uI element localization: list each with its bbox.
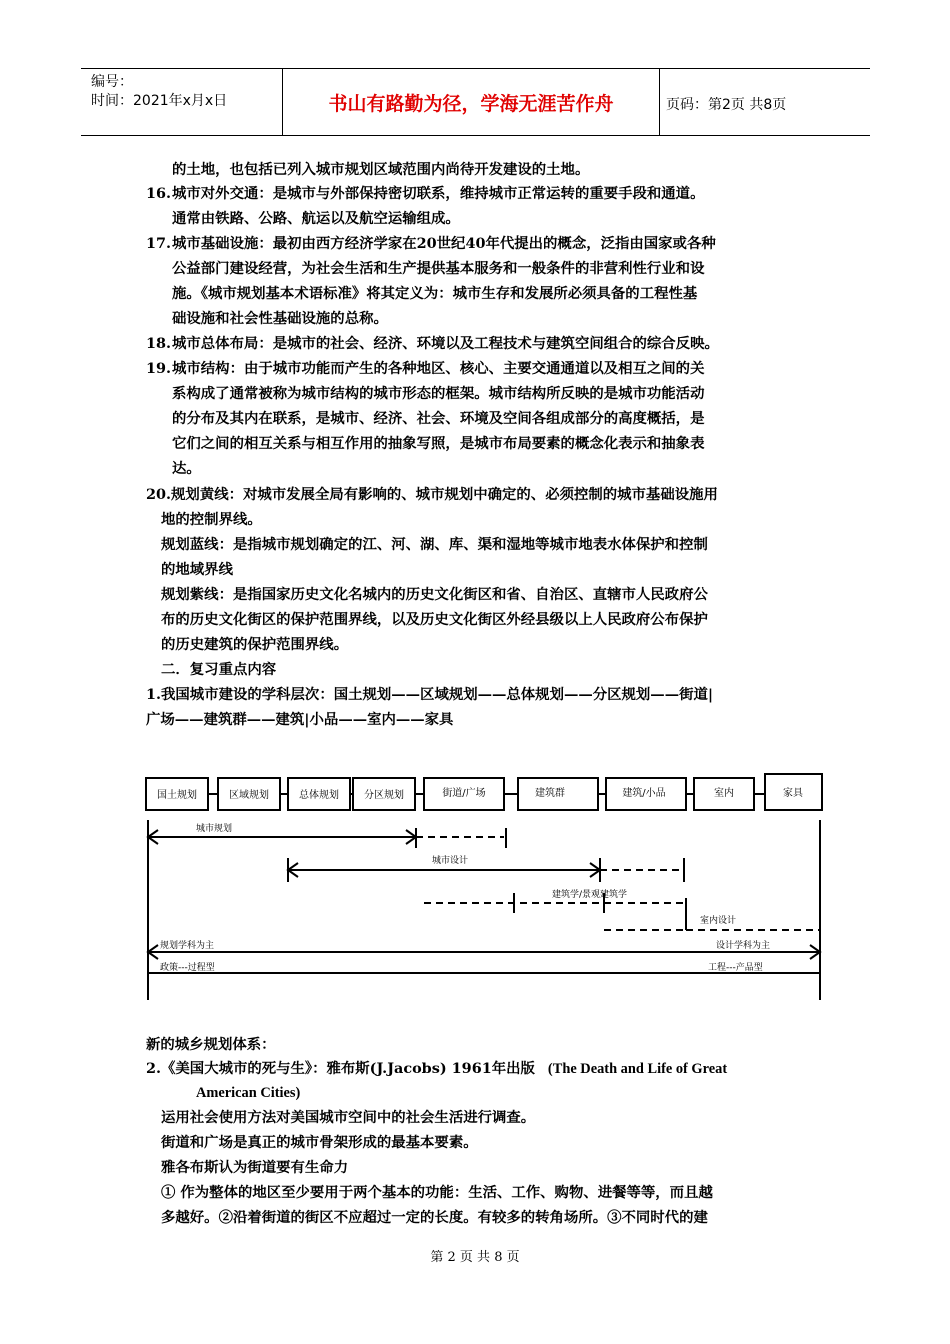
text-line: 规划蓝线：是指城市规划确定的江、河、湖、库、渠和湿地等城市地表水体保护和控制: [161, 536, 708, 553]
text-line: 20.规划黄线：对城市发展全局有影响的、城市规划中确定的、必须控制的城市基础设施用: [146, 486, 718, 503]
planning-hierarchy-diagram: [128, 730, 828, 1010]
text-line: 的土地，也包括已列入城市规划区域范围内尚待开发建设的土地。: [172, 161, 590, 178]
left-label-1: 规划学科为主: [160, 941, 215, 951]
text-line: 公益部门建设经营，为社会生活和生产提供基本服务和一般条件的非营利性行业和设: [172, 260, 705, 277]
serial-label: 编号：: [91, 74, 133, 90]
text-line: 1.我国城市建设的学科层次：国土规划——区域规划——总体规划——分区规划——街道|: [146, 686, 714, 703]
box-label: 家具: [783, 788, 803, 799]
text-line: 城市对外交通：是城市与外部保持密切联系，维持城市正常运转的重要手段和通道。: [172, 185, 705, 202]
text-line: 它们之间的相互关系与相互作用的抽象写照，是城市布局要素的概念化表示和抽象表: [172, 435, 705, 452]
span-architecture: 建筑学/景观建筑学: [552, 890, 628, 900]
item-number: 18.: [146, 335, 172, 352]
box-label: 总体规划: [299, 790, 339, 801]
text-line: 施。《城市规划基本术语标准》将其定义为：城市生存和发展所必须具备的工程性基: [172, 285, 698, 302]
right-label-2: 工程---产品型: [708, 963, 763, 973]
box-label: 区域规划: [229, 790, 269, 801]
right-label-1: 设计学科为主: [716, 941, 771, 951]
text-line: 雅各布斯认为街道要有生命力: [161, 1159, 349, 1176]
text-line: [146, 1059, 727, 1079]
box-label: 分区规划: [364, 790, 404, 801]
text-line: 规划紫线：是指国家历史文化名城内的历史文化街区和省、自治区、直辖市人民政府公: [161, 586, 708, 603]
book-title-english: (The Death and Life of Great: [547, 1061, 728, 1077]
span-interior: 室内设计: [700, 916, 737, 926]
span-city-planning: 城市规划: [196, 824, 233, 834]
text-line: 新的城乡规划体系：: [146, 1036, 276, 1053]
text-line: 运用社会使用方法对美国城市空间中的社会生活进行调查。: [161, 1109, 536, 1126]
text-line: American Cities): [196, 1085, 301, 1101]
page-header: [81, 68, 870, 136]
section-heading: 二．复习重点内容: [161, 661, 277, 678]
box-label: 室内: [714, 788, 734, 799]
text-line: 础设施和社会性基础设施的总称。: [172, 310, 388, 327]
time-label: 时间：2021年x月x日: [91, 93, 228, 109]
text-line: ① 作为整体的地区至少要用于两个基本的功能：生活、工作、购物、进餐等等，而且越: [161, 1184, 713, 1201]
header-motto: 书山有路勤为径，学海无涯苦作舟: [283, 69, 660, 135]
book-title-line: 2.《美国大城市的死与生》：雅布斯(J.Jacobs) 1961年出版: [146, 1060, 535, 1077]
item-number: 16.: [146, 185, 172, 202]
text-line: 城市结构：由于城市功能而产生的各种地区、核心、主要交通通道以及相互之间的关: [172, 360, 705, 377]
page-footer: 第 2 页 共 8 页: [430, 1250, 520, 1265]
text-line: 通常由铁路、公路、航运以及航空运输组成。: [172, 210, 460, 227]
header-page-info: 页码：第2页 共8页: [666, 97, 787, 113]
box-label: 街道/广场: [442, 788, 486, 799]
text-line: 的地域界线: [161, 561, 233, 578]
box-label: 建筑群: [535, 788, 565, 799]
item-number: 17.: [146, 235, 172, 252]
text-line: 达。: [172, 460, 201, 477]
left-label-2: 政策---过程型: [160, 963, 215, 973]
box-label: 国土规划: [157, 790, 197, 801]
text-line: 广场——建筑群——建筑|小品——室内——家具: [146, 711, 454, 728]
span-urban-design: 城市设计: [432, 856, 469, 866]
text-line: 街道和广场是真正的城市骨架形成的最基本要素。: [161, 1134, 478, 1151]
text-line: 多越好。②沿着街道的街区不应超过一定的长度。有较多的转角场所。③不同时代的建: [161, 1209, 708, 1226]
text-line: 系构成了通常被称为城市结构的城市形态的框架。城市结构所反映的是城市功能活动: [172, 385, 705, 402]
text-line: 城市总体布局：是城市的社会、经济、环境以及工程技术与建筑空间组合的综合反映。: [172, 335, 719, 352]
box-label: 建筑/小品: [622, 788, 666, 799]
text-line: 的分布及其内在联系，是城市、经济、社会、环境及空间各组成部分的高度概括，是: [172, 410, 705, 427]
text-line: 城市基础设施：最初由西方经济学家在20世纪40年代提出的概念，泛指由国家或各种: [172, 235, 716, 252]
text-line: 布的历史文化街区的保护范围界线，以及历史文化街区外经县级以上人民政府公布保护: [161, 611, 708, 628]
text-line: 的历史建筑的保护范围界线。: [161, 636, 349, 653]
text-line: 地的控制界线。: [161, 511, 262, 528]
header-meta: [81, 69, 283, 135]
item-number: 19.: [146, 360, 172, 377]
